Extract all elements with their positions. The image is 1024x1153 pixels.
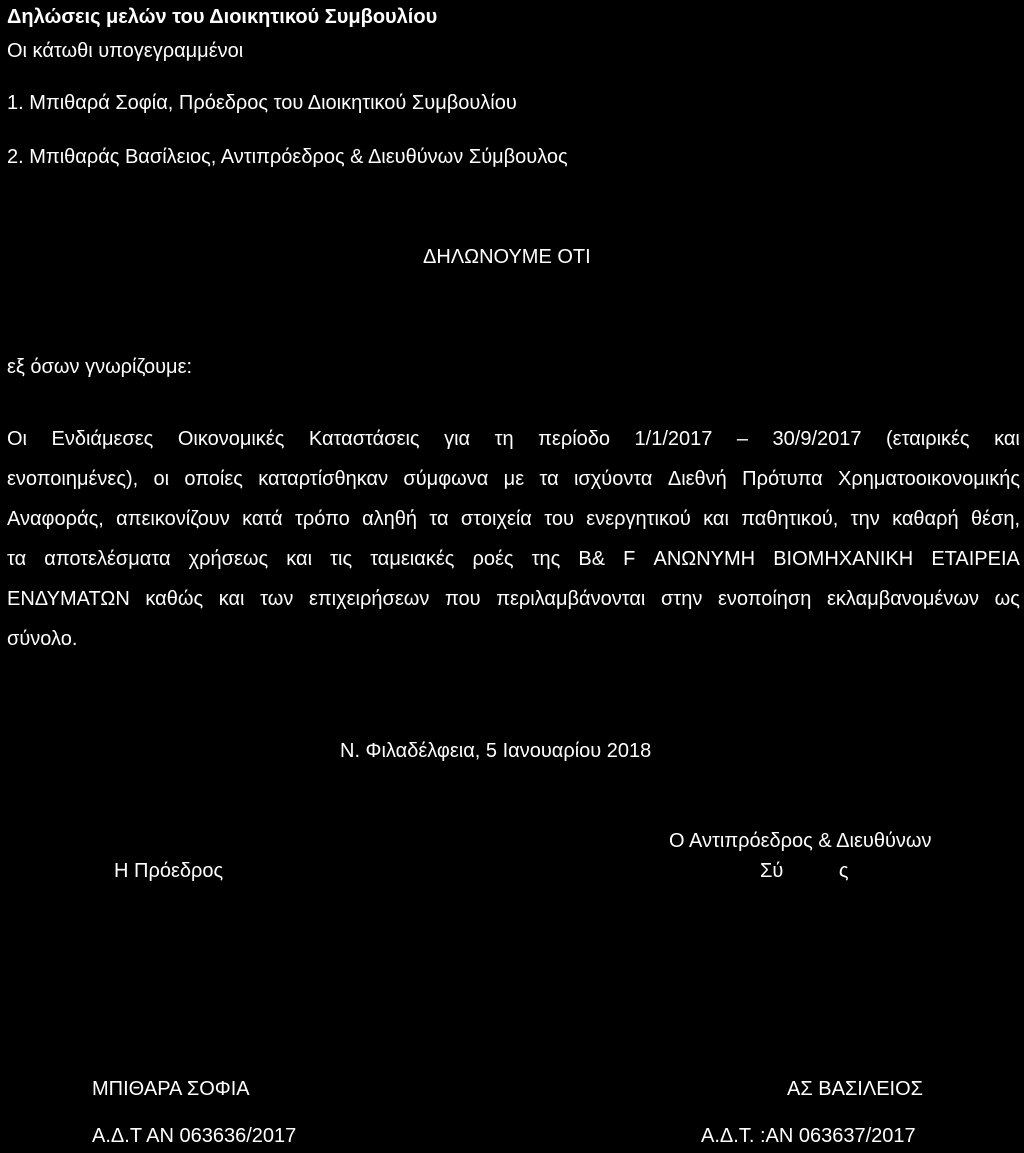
word: του bbox=[544, 508, 574, 530]
member-1: 1. Μπιθαρά Σοφία, Πρόεδρος του Διοικητικού Συμβουλίου bbox=[7, 92, 517, 114]
paragraph-line-3 bbox=[7, 499, 1020, 539]
word: σύνολο. bbox=[7, 628, 78, 650]
word: ισχύοντα bbox=[573, 468, 653, 490]
word: 1/1/2017 bbox=[634, 428, 713, 450]
word: στοιχεία bbox=[460, 508, 532, 530]
word: αληθή bbox=[362, 508, 418, 530]
word: καταρτίσθηκαν bbox=[258, 468, 389, 490]
word: – bbox=[736, 428, 749, 450]
word: που bbox=[444, 588, 481, 610]
president-name: ΜΠΙΘΑΡΑ ΣΟΦΙΑ bbox=[92, 1078, 250, 1100]
word: τα bbox=[429, 508, 449, 530]
word: ροές bbox=[472, 548, 514, 570]
word: ΒΙΟΜΗΧΑΝΙΚΗ bbox=[773, 548, 914, 570]
word: και bbox=[994, 428, 1020, 450]
president-id: Α.Δ.Τ ΑΝ 063636/2017 bbox=[92, 1125, 297, 1147]
word: Β& bbox=[578, 548, 606, 570]
paragraph-line-4 bbox=[7, 539, 1020, 579]
word: τρόπο bbox=[294, 508, 350, 530]
word: F bbox=[623, 548, 636, 570]
word: Οι bbox=[7, 428, 27, 450]
word: ΕΝΔΥΜΑΤΩΝ bbox=[7, 588, 130, 610]
word: Πρότυπα bbox=[742, 468, 823, 490]
word: ταμειακές bbox=[370, 548, 455, 570]
word: χρήσεως bbox=[188, 548, 269, 570]
word: απεικονίζουν bbox=[116, 508, 230, 530]
word: Καταστάσεις bbox=[308, 428, 420, 450]
paragraph-line-2 bbox=[7, 459, 1020, 499]
word: οι bbox=[153, 468, 170, 490]
word: ΑΝΩΝΥΜΗ bbox=[653, 548, 756, 570]
document-title: Δηλώσεις μελών του Διοικητικού Συμβουλίου bbox=[7, 6, 438, 28]
word: (εταιρικές bbox=[886, 428, 970, 450]
word: και bbox=[703, 508, 729, 530]
word: τα bbox=[539, 468, 559, 490]
declaration-paragraph bbox=[7, 419, 1020, 659]
word: περίοδο bbox=[538, 428, 611, 450]
word: Χρηματοοικονομικής bbox=[838, 468, 1020, 490]
word: ενοποιημένες), bbox=[7, 468, 139, 490]
intro-text: Οι κάτωθι υπογεγραμμένοι bbox=[7, 40, 244, 62]
paragraph-line-1 bbox=[7, 419, 1020, 459]
word: ενεργητικού bbox=[586, 508, 691, 530]
word: εκλαμβανομένων bbox=[827, 588, 979, 610]
word: αποτελέσματα bbox=[44, 548, 171, 570]
vice-president-title-line-2: Σύ ς bbox=[760, 860, 849, 882]
word: κατά bbox=[242, 508, 283, 530]
word: ενοποίηση bbox=[717, 588, 812, 610]
declaration-lead: εξ όσων γνωρίζουμε: bbox=[7, 356, 193, 378]
vice-president-id: Α.Δ.Τ. :ΑΝ 063637/2017 bbox=[701, 1125, 916, 1147]
word: 30/9/2017 bbox=[772, 428, 862, 450]
word: τα bbox=[7, 548, 27, 570]
word: και bbox=[218, 588, 245, 610]
word: Ενδιάμεσες bbox=[51, 428, 154, 450]
word: με bbox=[503, 468, 525, 490]
paragraph-line-6 bbox=[7, 619, 1020, 659]
word: Οικονομικές bbox=[177, 428, 285, 450]
word: ΕΤΑΙΡΕΙΑ bbox=[931, 548, 1020, 570]
member-2: 2. Μπιθαράς Βασίλειος, Αντιπρόεδρος & Διευθύνων Σύμβουλος bbox=[7, 146, 568, 168]
vice-president-title-line-1: Ο Αντιπρόεδρος & Διευθύνων bbox=[669, 830, 932, 852]
word: την bbox=[850, 508, 880, 530]
word: θέση, bbox=[970, 508, 1020, 530]
word: των bbox=[260, 588, 294, 610]
word: στην bbox=[660, 588, 703, 610]
word: καθαρή bbox=[892, 508, 959, 530]
paragraph-line-5 bbox=[7, 579, 1020, 619]
word: σύμφωνα bbox=[403, 468, 489, 490]
word: επιχειρήσεων bbox=[308, 588, 430, 610]
vice-president-name: ΑΣ ΒΑΣΙΛΕΙΟΣ bbox=[787, 1078, 924, 1100]
declaration-heading: ΔΗΛΩΝΟΥΜΕ ΟΤΙ bbox=[423, 246, 591, 268]
word: της bbox=[531, 548, 561, 570]
word: Αναφοράς, bbox=[7, 508, 104, 530]
word: και bbox=[286, 548, 313, 570]
place-date: Ν. Φιλαδέλφεια, 5 Ιανουαρίου 2018 bbox=[340, 740, 652, 762]
word: καθώς bbox=[145, 588, 204, 610]
word: παθητικού, bbox=[741, 508, 839, 530]
word: για bbox=[444, 428, 471, 450]
word: τις bbox=[330, 548, 353, 570]
word: ως bbox=[994, 588, 1020, 610]
word: οποίες bbox=[184, 468, 243, 490]
word: περιλαμβάνονται bbox=[496, 588, 646, 610]
president-title: Η Πρόεδρος bbox=[114, 860, 224, 882]
word: Διεθνή bbox=[667, 468, 727, 490]
word: τη bbox=[494, 428, 514, 450]
